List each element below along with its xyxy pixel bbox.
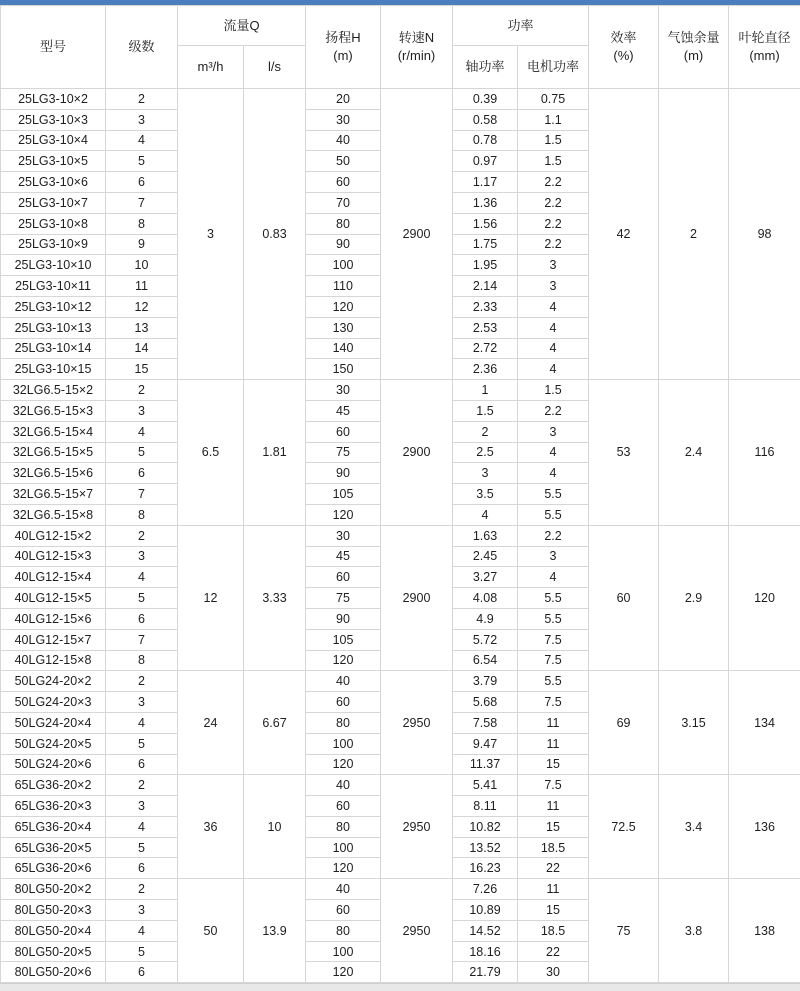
cell-stages: 6 — [106, 962, 178, 983]
cell-shaft-power: 2 — [453, 421, 518, 442]
cell-stages: 3 — [106, 109, 178, 130]
cell-model: 32LG6.5-15×4 — [1, 421, 106, 442]
cell-motor-power: 18.5 — [518, 837, 589, 858]
col-header-head-line1: 扬程H — [306, 29, 380, 47]
cell-shaft-power: 2.72 — [453, 338, 518, 359]
table-header — [1, 6, 800, 89]
cell-shaft-power: 1.95 — [453, 255, 518, 276]
cell-head: 60 — [306, 900, 381, 921]
cell-motor-power: 11 — [518, 796, 589, 817]
cell-efficiency: 72.5 — [589, 775, 659, 879]
cell-stages: 7 — [106, 484, 178, 505]
cell-model: 32LG6.5-15×3 — [1, 400, 106, 421]
col-header-flow-m3h: m³/h — [178, 46, 244, 89]
cell-shaft-power: 5.41 — [453, 775, 518, 796]
cell-npsh: 2.9 — [659, 525, 729, 671]
cell-npsh: 2.4 — [659, 380, 729, 526]
header-row-1 — [1, 6, 800, 46]
cell-head: 100 — [306, 941, 381, 962]
cell-shaft-power: 13.52 — [453, 837, 518, 858]
cell-shaft-power: 4.08 — [453, 588, 518, 609]
cell-shaft-power: 2.53 — [453, 317, 518, 338]
cell-shaft-power: 3.5 — [453, 484, 518, 505]
cell-head: 40 — [306, 130, 381, 151]
cell-stages: 2 — [106, 525, 178, 546]
cell-model: 50LG24-20×5 — [1, 733, 106, 754]
cell-motor-power: 5.5 — [518, 608, 589, 629]
cell-motor-power: 4 — [518, 463, 589, 484]
col-header-stages: 级数 — [106, 6, 178, 89]
cell-model: 25LG3-10×2 — [1, 89, 106, 110]
cell-shaft-power: 10.82 — [453, 816, 518, 837]
cell-head: 60 — [306, 692, 381, 713]
col-header-flow-group: 流量Q — [178, 6, 306, 46]
cell-head: 120 — [306, 296, 381, 317]
cell-head: 60 — [306, 421, 381, 442]
cell-efficiency: 60 — [589, 525, 659, 671]
cell-stages: 4 — [106, 712, 178, 733]
cell-motor-power: 4 — [518, 296, 589, 317]
cell-npsh: 3.15 — [659, 671, 729, 775]
cell-shaft-power: 16.23 — [453, 858, 518, 879]
cell-shaft-power: 1.5 — [453, 400, 518, 421]
cell-shaft-power: 18.16 — [453, 941, 518, 962]
cell-head: 80 — [306, 712, 381, 733]
cell-speed: 2900 — [381, 525, 453, 671]
cell-motor-power: 1.5 — [518, 380, 589, 401]
cell-speed: 2950 — [381, 671, 453, 775]
cell-flow-m3h: 24 — [178, 671, 244, 775]
cell-head: 50 — [306, 151, 381, 172]
cell-model: 25LG3-10×3 — [1, 109, 106, 130]
cell-stages: 7 — [106, 629, 178, 650]
col-header-impeller-line2: (mm) — [729, 47, 800, 65]
cell-motor-power: 0.75 — [518, 89, 589, 110]
cell-motor-power: 7.5 — [518, 692, 589, 713]
cell-head: 130 — [306, 317, 381, 338]
cell-motor-power: 15 — [518, 754, 589, 775]
cell-flow-ls: 13.9 — [244, 879, 306, 983]
cell-shaft-power: 21.79 — [453, 962, 518, 983]
cell-head: 75 — [306, 442, 381, 463]
cell-impeller: 136 — [729, 775, 800, 879]
cell-shaft-power: 0.97 — [453, 151, 518, 172]
cell-shaft-power: 5.72 — [453, 629, 518, 650]
cell-model: 40LG12-15×3 — [1, 546, 106, 567]
cell-head: 70 — [306, 192, 381, 213]
table-row — [1, 879, 800, 900]
cell-head: 30 — [306, 109, 381, 130]
cell-shaft-power: 2.36 — [453, 359, 518, 380]
cell-head: 45 — [306, 400, 381, 421]
cell-head: 80 — [306, 816, 381, 837]
cell-shaft-power: 5.68 — [453, 692, 518, 713]
cell-head: 110 — [306, 276, 381, 297]
cell-motor-power: 5.5 — [518, 504, 589, 525]
cell-shaft-power: 1.36 — [453, 192, 518, 213]
cell-head: 30 — [306, 380, 381, 401]
cell-head: 40 — [306, 775, 381, 796]
cell-stages: 2 — [106, 89, 178, 110]
cell-shaft-power: 3 — [453, 463, 518, 484]
cell-motor-power: 1.5 — [518, 130, 589, 151]
col-header-head-line2: (m) — [306, 47, 380, 65]
cell-speed: 2950 — [381, 775, 453, 879]
cell-model: 40LG12-15×4 — [1, 567, 106, 588]
cell-head: 90 — [306, 234, 381, 255]
col-header-speed-line1: 转速N — [381, 29, 452, 47]
cell-stages: 6 — [106, 858, 178, 879]
col-header-impeller-line1: 叶轮直径 — [729, 29, 800, 47]
cell-motor-power: 3 — [518, 421, 589, 442]
cell-motor-power: 4 — [518, 359, 589, 380]
cell-npsh: 3.4 — [659, 775, 729, 879]
cell-motor-power: 5.5 — [518, 588, 589, 609]
cell-model: 50LG24-20×6 — [1, 754, 106, 775]
cell-model: 32LG6.5-15×6 — [1, 463, 106, 484]
table-row — [1, 525, 800, 546]
col-header-npsh — [659, 6, 729, 89]
cell-model: 25LG3-10×6 — [1, 172, 106, 193]
cell-motor-power: 2.2 — [518, 213, 589, 234]
cell-model: 32LG6.5-15×2 — [1, 380, 106, 401]
col-header-speed-line2: (r/min) — [381, 47, 452, 65]
cell-model: 25LG3-10×7 — [1, 192, 106, 213]
cell-motor-power: 2.2 — [518, 172, 589, 193]
cell-model: 40LG12-15×7 — [1, 629, 106, 650]
cell-shaft-power: 3.27 — [453, 567, 518, 588]
cell-model: 80LG50-20×3 — [1, 900, 106, 921]
cell-impeller: 116 — [729, 380, 800, 526]
cell-flow-ls: 3.33 — [244, 525, 306, 671]
cell-model: 80LG50-20×2 — [1, 879, 106, 900]
cell-head: 60 — [306, 567, 381, 588]
cell-stages: 14 — [106, 338, 178, 359]
cell-head: 80 — [306, 920, 381, 941]
cell-head: 20 — [306, 89, 381, 110]
cell-head: 120 — [306, 962, 381, 983]
cell-stages: 2 — [106, 671, 178, 692]
col-header-npsh-line1: 气蚀余量 — [659, 29, 728, 47]
cell-head: 120 — [306, 504, 381, 525]
cell-model: 65LG36-20×4 — [1, 816, 106, 837]
cell-head: 40 — [306, 879, 381, 900]
cell-motor-power: 1.5 — [518, 151, 589, 172]
cell-head: 100 — [306, 733, 381, 754]
cell-model: 32LG6.5-15×5 — [1, 442, 106, 463]
cell-head: 140 — [306, 338, 381, 359]
cell-motor-power: 30 — [518, 962, 589, 983]
cell-model: 40LG12-15×5 — [1, 588, 106, 609]
cell-motor-power: 4 — [518, 567, 589, 588]
cell-head: 90 — [306, 608, 381, 629]
col-header-npsh-line2: (m) — [659, 47, 728, 65]
cell-motor-power: 3 — [518, 255, 589, 276]
cell-head: 75 — [306, 588, 381, 609]
cell-model: 65LG36-20×6 — [1, 858, 106, 879]
cell-stages: 3 — [106, 900, 178, 921]
cell-flow-ls: 0.83 — [244, 89, 306, 380]
col-header-impeller — [729, 6, 800, 89]
cell-motor-power: 5.5 — [518, 671, 589, 692]
cell-shaft-power: 1.17 — [453, 172, 518, 193]
cell-shaft-power: 1.75 — [453, 234, 518, 255]
cell-head: 105 — [306, 629, 381, 650]
cell-model: 80LG50-20×6 — [1, 962, 106, 983]
cell-model: 25LG3-10×10 — [1, 255, 106, 276]
col-header-flow-ls: l/s — [244, 46, 306, 89]
table-body — [1, 89, 800, 983]
cell-shaft-power: 4 — [453, 504, 518, 525]
cell-shaft-power: 6.54 — [453, 650, 518, 671]
cell-motor-power: 4 — [518, 442, 589, 463]
cell-head: 60 — [306, 172, 381, 193]
col-header-head — [306, 6, 381, 89]
cell-stages: 2 — [106, 775, 178, 796]
cell-shaft-power: 10.89 — [453, 900, 518, 921]
table-row — [1, 775, 800, 796]
cell-stages: 4 — [106, 567, 178, 588]
cell-shaft-power: 0.78 — [453, 130, 518, 151]
cell-stages: 5 — [106, 941, 178, 962]
cell-stages: 8 — [106, 213, 178, 234]
cell-head: 120 — [306, 754, 381, 775]
cell-stages: 3 — [106, 400, 178, 421]
cell-head: 45 — [306, 546, 381, 567]
cell-model: 40LG12-15×2 — [1, 525, 106, 546]
cell-model: 25LG3-10×12 — [1, 296, 106, 317]
cell-impeller: 134 — [729, 671, 800, 775]
cell-efficiency: 69 — [589, 671, 659, 775]
cell-npsh: 2 — [659, 89, 729, 380]
cell-motor-power: 22 — [518, 858, 589, 879]
cell-motor-power: 11 — [518, 712, 589, 733]
cell-model: 40LG12-15×6 — [1, 608, 106, 629]
cell-stages: 5 — [106, 442, 178, 463]
cell-head: 105 — [306, 484, 381, 505]
cell-speed: 2950 — [381, 879, 453, 983]
cell-model: 40LG12-15×8 — [1, 650, 106, 671]
cell-shaft-power: 0.58 — [453, 109, 518, 130]
cell-stages: 6 — [106, 463, 178, 484]
cell-motor-power: 2.2 — [518, 234, 589, 255]
cell-motor-power: 7.5 — [518, 629, 589, 650]
cell-motor-power: 18.5 — [518, 920, 589, 941]
col-header-efficiency — [589, 6, 659, 89]
cell-stages: 6 — [106, 754, 178, 775]
cell-shaft-power: 14.52 — [453, 920, 518, 941]
cell-impeller: 98 — [729, 89, 800, 380]
cell-stages: 5 — [106, 588, 178, 609]
cell-motor-power: 22 — [518, 941, 589, 962]
cell-stages: 5 — [106, 733, 178, 754]
cell-model: 65LG36-20×3 — [1, 796, 106, 817]
cell-model: 50LG24-20×4 — [1, 712, 106, 733]
table-row — [1, 380, 800, 401]
cell-shaft-power: 1 — [453, 380, 518, 401]
cell-stages: 5 — [106, 837, 178, 858]
cell-shaft-power: 2.14 — [453, 276, 518, 297]
cell-stages: 6 — [106, 608, 178, 629]
cell-head: 40 — [306, 671, 381, 692]
cell-flow-ls: 10 — [244, 775, 306, 879]
cell-stages: 12 — [106, 296, 178, 317]
cell-model: 50LG24-20×3 — [1, 692, 106, 713]
cell-motor-power: 4 — [518, 338, 589, 359]
cell-head: 120 — [306, 858, 381, 879]
cell-model: 50LG24-20×2 — [1, 671, 106, 692]
cell-flow-m3h: 6.5 — [178, 380, 244, 526]
cell-model: 25LG3-10×4 — [1, 130, 106, 151]
cell-stages: 3 — [106, 692, 178, 713]
cell-model: 25LG3-10×8 — [1, 213, 106, 234]
cell-shaft-power: 8.11 — [453, 796, 518, 817]
col-header-power-shaft: 轴功率 — [453, 46, 518, 89]
cell-stages: 13 — [106, 317, 178, 338]
cell-efficiency: 75 — [589, 879, 659, 983]
cell-shaft-power: 2.45 — [453, 546, 518, 567]
cell-head: 150 — [306, 359, 381, 380]
table-row — [1, 89, 800, 110]
cell-shaft-power: 11.37 — [453, 754, 518, 775]
cell-stages: 3 — [106, 546, 178, 567]
cell-shaft-power: 1.56 — [453, 213, 518, 234]
col-header-model: 型号 — [1, 6, 106, 89]
cell-stages: 15 — [106, 359, 178, 380]
cell-stages: 4 — [106, 920, 178, 941]
cell-model: 32LG6.5-15×7 — [1, 484, 106, 505]
cell-stages: 9 — [106, 234, 178, 255]
cell-stages: 10 — [106, 255, 178, 276]
cell-speed: 2900 — [381, 89, 453, 380]
cell-model: 25LG3-10×5 — [1, 151, 106, 172]
col-header-efficiency-line1: 效率 — [589, 29, 658, 47]
cell-shaft-power: 7.58 — [453, 712, 518, 733]
cell-shaft-power: 7.26 — [453, 879, 518, 900]
table-row — [1, 671, 800, 692]
cell-impeller: 120 — [729, 525, 800, 671]
cell-stages: 7 — [106, 192, 178, 213]
cell-stages: 4 — [106, 421, 178, 442]
cell-stages: 2 — [106, 879, 178, 900]
cell-flow-m3h: 3 — [178, 89, 244, 380]
cell-motor-power: 2.2 — [518, 400, 589, 421]
cell-model: 80LG50-20×5 — [1, 941, 106, 962]
cell-model: 25LG3-10×14 — [1, 338, 106, 359]
cell-flow-ls: 1.81 — [244, 380, 306, 526]
cell-shaft-power: 9.47 — [453, 733, 518, 754]
cell-motor-power: 15 — [518, 900, 589, 921]
cell-model: 25LG3-10×15 — [1, 359, 106, 380]
cell-head: 60 — [306, 796, 381, 817]
cell-head: 100 — [306, 255, 381, 276]
cell-model: 65LG36-20×5 — [1, 837, 106, 858]
cell-stages: 3 — [106, 796, 178, 817]
pump-spec-table — [0, 5, 800, 983]
cell-stages: 4 — [106, 816, 178, 837]
cell-head: 120 — [306, 650, 381, 671]
cell-npsh: 3.8 — [659, 879, 729, 983]
cell-motor-power: 7.5 — [518, 650, 589, 671]
cell-motor-power: 2.2 — [518, 525, 589, 546]
cell-stages: 4 — [106, 130, 178, 151]
cell-speed: 2900 — [381, 380, 453, 526]
cell-model: 25LG3-10×9 — [1, 234, 106, 255]
cell-motor-power: 4 — [518, 317, 589, 338]
cell-head: 100 — [306, 837, 381, 858]
cell-impeller: 138 — [729, 879, 800, 983]
cell-motor-power: 2.2 — [518, 192, 589, 213]
cell-efficiency: 42 — [589, 89, 659, 380]
col-header-power-group: 功率 — [453, 6, 589, 46]
cell-shaft-power: 1.63 — [453, 525, 518, 546]
cell-stages: 11 — [106, 276, 178, 297]
cell-motor-power: 7.5 — [518, 775, 589, 796]
cell-shaft-power: 4.9 — [453, 608, 518, 629]
cell-motor-power: 11 — [518, 879, 589, 900]
col-header-speed — [381, 6, 453, 89]
cell-head: 30 — [306, 525, 381, 546]
cell-head: 90 — [306, 463, 381, 484]
cell-stages: 8 — [106, 504, 178, 525]
cell-model: 25LG3-10×13 — [1, 317, 106, 338]
cell-model: 80LG50-20×4 — [1, 920, 106, 941]
cell-motor-power: 15 — [518, 816, 589, 837]
col-header-power-motor: 电机功率 — [518, 46, 589, 89]
cell-motor-power: 3 — [518, 276, 589, 297]
cell-model: 65LG36-20×2 — [1, 775, 106, 796]
cell-stages: 2 — [106, 380, 178, 401]
cell-model: 25LG3-10×11 — [1, 276, 106, 297]
cell-shaft-power: 2.33 — [453, 296, 518, 317]
cell-flow-m3h: 12 — [178, 525, 244, 671]
cell-shaft-power: 0.39 — [453, 89, 518, 110]
cell-stages: 5 — [106, 151, 178, 172]
cell-motor-power: 5.5 — [518, 484, 589, 505]
cell-motor-power: 1.1 — [518, 109, 589, 130]
cell-flow-m3h: 36 — [178, 775, 244, 879]
cell-head: 80 — [306, 213, 381, 234]
cell-efficiency: 53 — [589, 380, 659, 526]
cell-shaft-power: 2.5 — [453, 442, 518, 463]
cell-flow-m3h: 50 — [178, 879, 244, 983]
cell-shaft-power: 3.79 — [453, 671, 518, 692]
col-header-efficiency-line2: (%) — [589, 47, 658, 65]
cell-flow-ls: 6.67 — [244, 671, 306, 775]
cell-model: 32LG6.5-15×8 — [1, 504, 106, 525]
cell-stages: 8 — [106, 650, 178, 671]
cell-motor-power: 11 — [518, 733, 589, 754]
cell-motor-power: 3 — [518, 546, 589, 567]
cell-stages: 6 — [106, 172, 178, 193]
